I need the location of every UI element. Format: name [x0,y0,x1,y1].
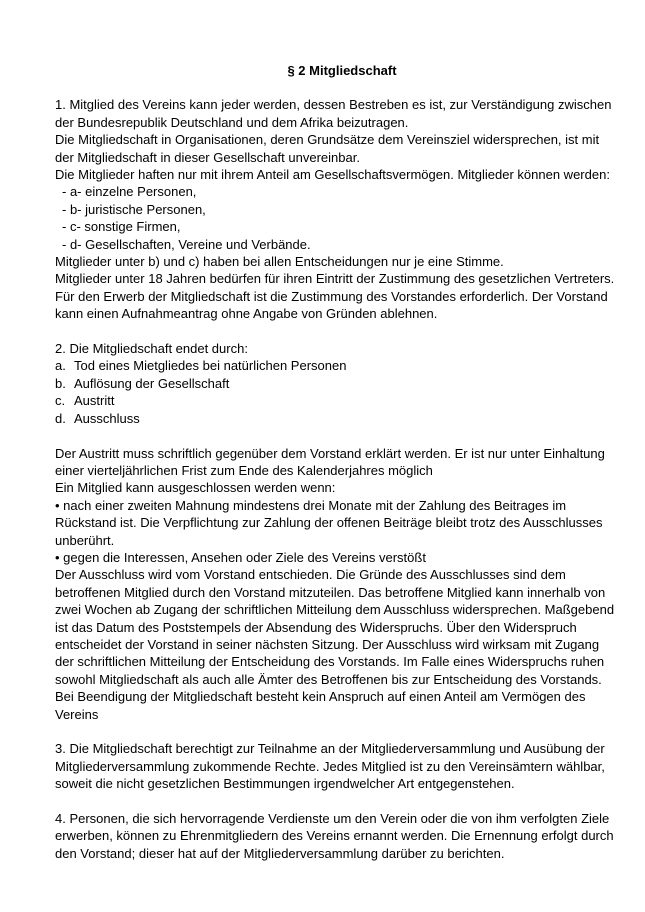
paragraph-line: Bei Beendigung der Mitgliedschaft besteht kein Anspruch auf einen Anteil am Vermögen des [55,689,586,705]
paragraph-line: 1. Mitglied des Vereins kann jeder werden, dessen Bestreben es ist, zur Verständigung zwischen [55,97,612,113]
section-3 [55,740,615,792]
list-item-text: Auflösung der Gesellschaft [74,375,230,391]
section-heading: 2. Die Mitgliedschaft endet durch: [55,341,248,357]
bullet-line: • gegen die Interessen, Ansehen oder Ziele des Vereins verstößt [55,549,426,565]
list-item [55,392,615,409]
paragraph-line: der Bundesrepublik Deutschland und dem Afrika beizutragen. [55,114,409,130]
bullet-line: • nach einer zweiten Mahnung mindestens drei Monate mit der Zahlung des Beitrages im [55,497,567,513]
list-item [55,410,615,427]
paragraph-line: Rückstand ist. Die Verpflichtung zur Zahlung der offenen Beiträge bleibt trotz des Ausschlusses [55,515,603,531]
paragraph-line: einer vierteljährlichen Frist zum Ende des Kalenderjahres möglich [55,462,433,478]
paragraph-line: Mitgliederversammlung zukommende Rechte. Jedes Mitglied ist zu den Vereinsämtern wählbar, [55,758,605,774]
paragraph-line: 4. Personen, die sich hervorragende Verdienste um den Verein oder die von ihm verfolgten Ziele [55,811,610,826]
paragraph-line: Ein Mitglied kann ausgeschlossen werden wenn: [55,480,336,496]
document-title: § 2 Mitgliedschaft [287,63,397,78]
paragraph-line: kann einen Aufnahmeantrag ohne Angabe von Gründen ablehnen. [55,306,438,322]
paragraph-line: den Vorstand; dieser hat auf der Mitgliederversammlung darüber zu berichten. [55,845,505,861]
section-exclusion [55,445,615,724]
section-2 [55,340,615,427]
section-4 [55,810,615,862]
list-item-text: Ausschluss [74,410,140,426]
paragraph-line: Der Ausschluss wird vom Vorstand entschieden. Die Gründe des Ausschlusses sind dem [55,567,566,583]
list-item-text: Tod eines Mietgliedes bei natürlichen Personen [74,358,347,374]
paragraph-line: betroffenen Mitglied durch den Vorstand mitzuteilen. Das betroffene Mitglied kann innerhalb von [55,584,606,600]
paragraph-gap [55,723,615,740]
paragraph-line: entscheidet der Vorstand in seiner nächsten Sitzung. Der Ausschluss wird wirksam mit Zugang [55,636,600,652]
paragraph-line: der schriftlichen Mitteilung der Entscheidung des Vorstands. Im Falle eines Widerspruchs ruhen [55,654,605,670]
paragraph-line: Der Austritt muss schriftlich gegenüber dem Vorstand erklärt werden. Er ist nur unter Einhaltung [55,445,605,461]
list-letter: a. [55,358,66,374]
document-page [55,62,615,862]
list-item [55,357,615,374]
paragraph-line: Mitglieder unter b) und c) haben bei allen Entscheidungen nur je eine Stimme. [55,254,504,270]
list-item [55,375,615,392]
member-type-item: - a- einzelne Personen, [62,184,197,200]
section-1 [55,96,615,322]
paragraph-gap [55,793,615,810]
paragraph-line: 3. Die Mitgliedschaft berechtigt zur Teilnahme an der Mitgliederversammlung und Ausübung der [55,741,605,757]
member-type-item: - b- juristische Personen, [62,201,206,217]
paragraph-line: Die Mitglieder haften nur mit ihrem Anteil am Gesellschaftsvermögen. Mitglieder können werden: [55,167,610,183]
list-letter: b. [55,375,66,391]
paragraph-line: unberührt. [55,532,115,548]
member-type-item: - c- sonstige Firmen, [62,219,181,235]
paragraph-line: Vereins [55,706,99,722]
paragraph-line: sowohl Mitgliedschaft als auch alle Ämter des Betroffenen bis zur Entscheidung des Vorstands. [55,671,602,687]
paragraph-line: der Mitgliedschaft in dieser Gesellschaft unvereinbar. [55,149,360,165]
member-type-item: - d- Gesellschaften, Vereine und Verbände. [62,236,311,252]
list-letter: d. [55,410,66,426]
paragraph-line: soweit die nicht gesetzlichen Bestimmungen irgendwelcher Art entgegenstehen. [55,776,515,792]
list-item-text: Austritt [74,393,115,409]
paragraph-gap [55,427,615,444]
paragraph-line: zwei Wochen ab Zugang der schriftlichen Mitteilung dem Ausschluss widersprechen. Maßgebend [55,602,615,618]
paragraph-gap [55,323,615,340]
paragraph-line: Mitglieder unter 18 Jahren bedürfen für ihren Eintritt der Zustimmung des gesetzlichen Vertreters. [55,271,615,287]
paragraph-line: ist das Datum des Poststempels der Absendung des Widerspruchs. Über den Widerspruch [55,619,577,635]
list-letter: c. [55,393,66,409]
paragraph-line: Die Mitgliedschaft in Organisationen, deren Grundsätze dem Vereinsziel widersprechen, ist mit [55,132,600,148]
paragraph-line: Für den Erwerb der Mitgliedschaft ist die Zustimmung des Vorstandes erforderlich. Der Vorstand [55,288,608,304]
paragraph-line: erwerben, können zu Ehrenmitgliedern des Vereins ernannt werden. Die Ernennung erfolgt durch [55,828,614,844]
